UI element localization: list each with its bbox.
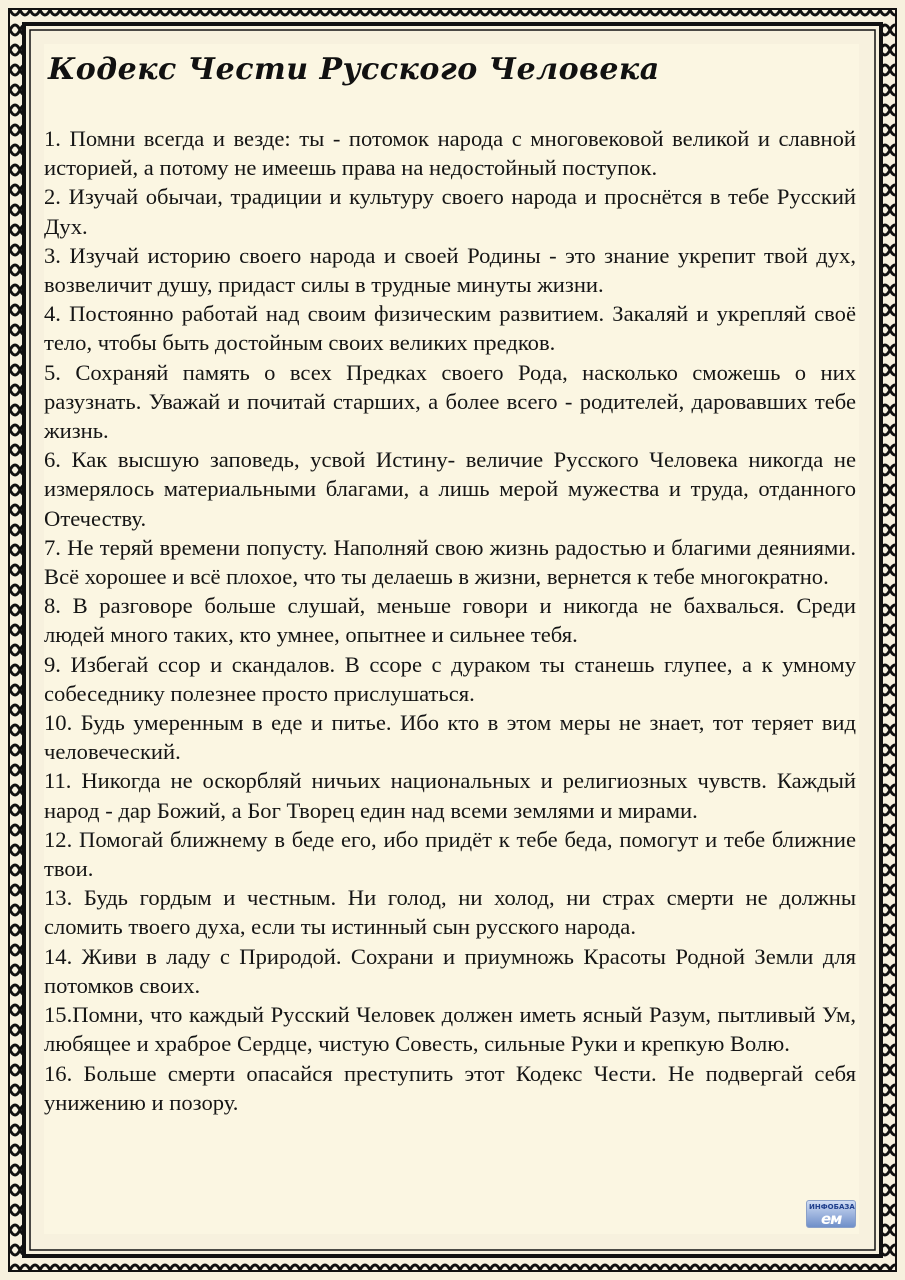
- rule-item: 4. Постоянно работай над своим физическим развитием. Закаляй и укрепляй своё тело, чтобы быть достойным своих великих предков.: [44, 301, 856, 356]
- rule-item: 10. Будь умеренным в еде и питье. Ибо кто в этом меры не знает, тот теряет вид человеческий.: [44, 710, 856, 765]
- page-title: Кодекс Чести Русского Человека: [48, 52, 660, 87]
- rule-item: 7. Не теряй времени попусту. Наполняй свою жизнь радостью и благими деяниями. Всё хорошее и всё плохое, что ты делаешь в жизни, вернется к тебе многократно.: [44, 534, 856, 590]
- rule-item: 2. Изучай обычаи, традиции и культуру своего народа и проснётся в тебе Русский Дух.: [44, 184, 856, 239]
- rules-list: [44, 124, 856, 1117]
- rule-item: 9. Избегай ссор и скандалов. В ссоре с дураком ты станешь глупее, а к умному собеседнику полезнее просто прислушаться.: [44, 651, 856, 706]
- badge-label: ИНФОБАЗА: [809, 1203, 855, 1211]
- rule-item: 15.Помни, что каждый Русский Человек должен иметь ясный Разум, пытливый Ум, любящее и храброе Сердце, чистую Совесть, сильные Руки и крепкую Волю.: [44, 1002, 856, 1057]
- rule-item: 3. Изучай историю своего народа и своей Родины - это знание укрепит твой дух, возвеличит душу, придаст силы в трудные минуты жизни.: [44, 242, 856, 298]
- rule-item: 1. Помни всегда и везде: ты - потомок народа с многовековой великой и славной историей, а потому не имеешь права на недостойный поступок.: [44, 126, 856, 181]
- rule-item: 16. Больше смерти опасайся преступить этот Кодекс Чести. Не подвергай себя унижению и позору.: [44, 1060, 856, 1115]
- content-area: [44, 44, 859, 1234]
- rule-item: 8. В разговоре больше слушай, меньше говори и никогда не бахвалься. Среди людей много таких, кто умнее, опытнее и сильнее тебя.: [44, 593, 856, 648]
- badge-logo-icon: ем: [821, 1210, 842, 1228]
- rule-item: 11. Никогда не оскорбляй ничьих национальных и религиозных чувств. Каждый народ - дар Божий, а Бог Творец един над всеми землями и мирами.: [44, 768, 856, 823]
- rule-item: 6. Как высшую заповедь, усвой Истину- величие Русского Человека никогда не измерялось материальными благами, а лишь мерой мужества и труда, отданного Отечеству.: [44, 447, 856, 531]
- rule-item: 13. Будь гордым и честным. Ни голод, ни холод, ни страх смерти не должны сломить твоего духа, если ты истинный сын русского народа.: [44, 885, 856, 940]
- rule-item: 12. Помогай ближнему в беде его, ибо придёт к тебе беда, помогут и тебе ближние твои.: [44, 826, 856, 882]
- rule-item: 5. Сохраняй память о всех Предках своего Рода, насколько сможешь о них разузнать. Уважай и почитай старших, а более всего - родителей, даровавших тебе жизнь.: [44, 359, 856, 444]
- rule-item: 14. Живи в ладу с Природой. Сохрани и приумножь Красоты Родной Земли для потомков своих.: [44, 943, 856, 998]
- infobaza-badge[interactable]: [806, 1200, 856, 1228]
